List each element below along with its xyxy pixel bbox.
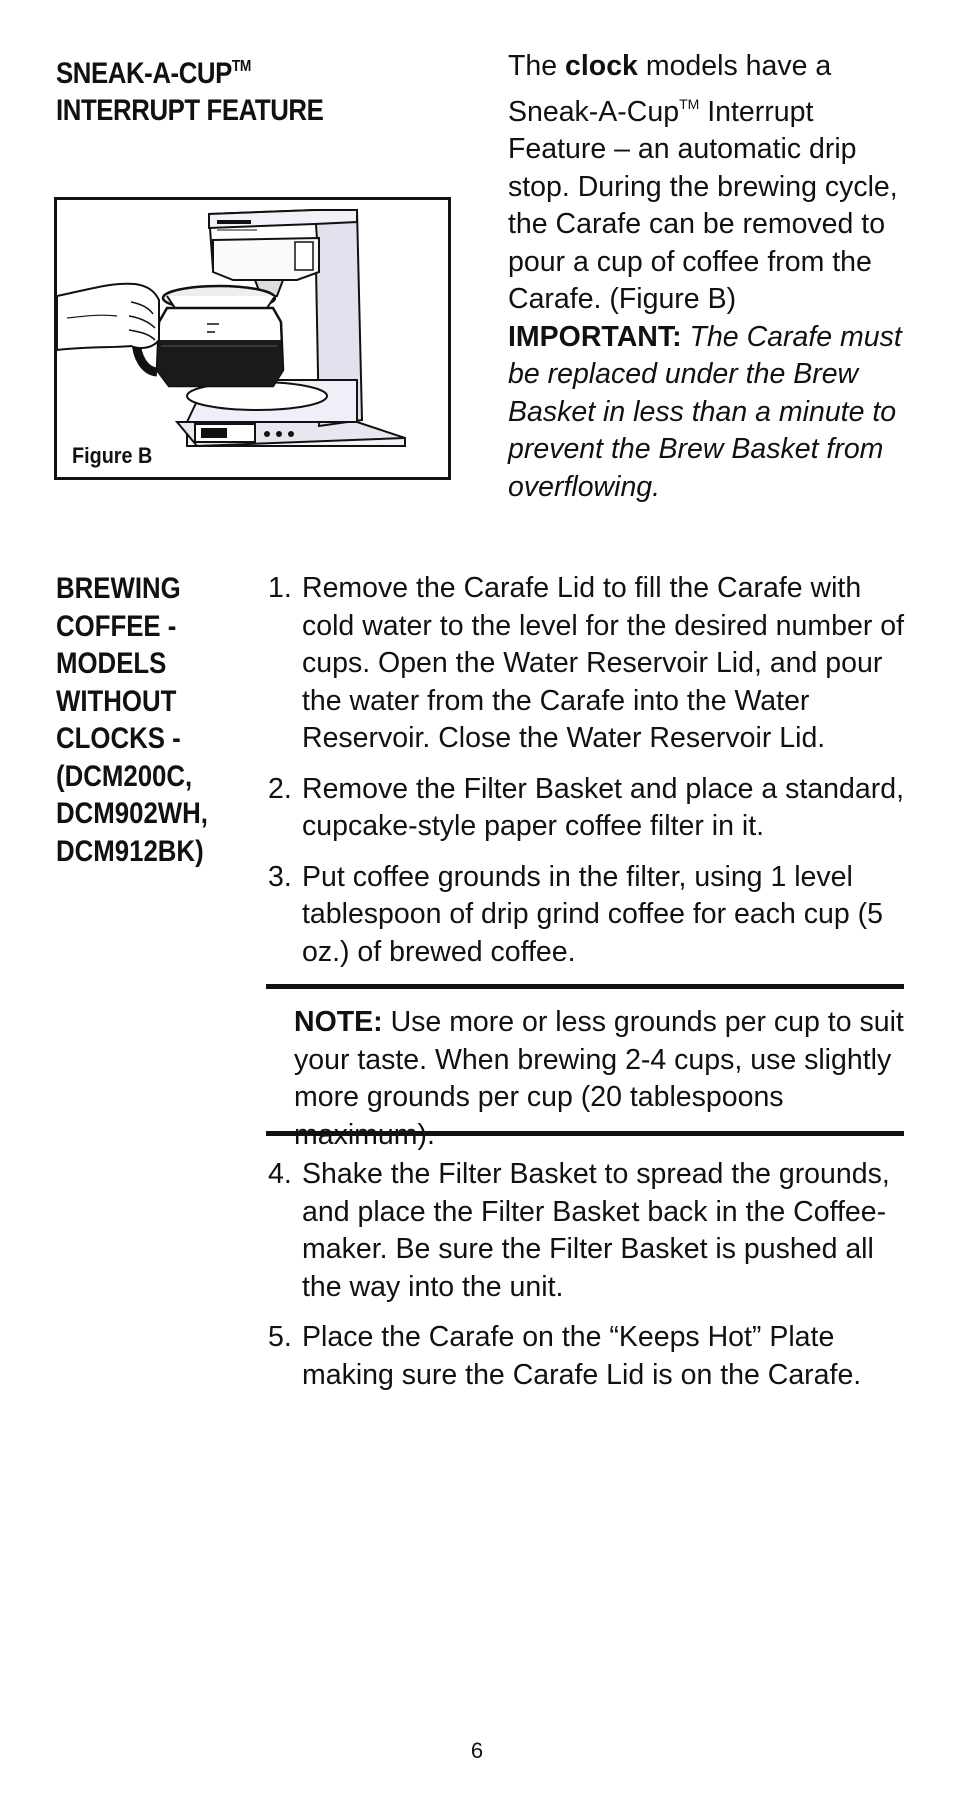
note-text: Use more or less grounds per cup to suit your taste. When brewing 2-4 cups, use slightly more grounds per cup (20 tablespoons <box>294 1006 904 1113</box>
step-text: Remove the Carafe Lid to fill the Carafe with cold water to the level for the desired number of cups. Open the Water Reservoir Lid, and pour the water from the Carafe into the Water Reservoir. Close the Water Reservoir Lid. <box>302 572 904 754</box>
intro-the: The <box>508 50 566 82</box>
step-item <box>268 1156 910 1306</box>
heading2-line: COFFEE - <box>56 609 177 643</box>
steps-list-second <box>268 1156 910 1407</box>
step-text: Remove the Filter Basket and place a standard, cupcake-style paper coffee filter in it. <box>302 772 904 842</box>
step-item <box>268 859 910 972</box>
step-text: Place the Carafe on the “Keeps Hot” Plate making sure the Carafe Lid is on the Carafe. <box>302 1321 862 1391</box>
important-label: IMPORTANT: <box>508 320 682 353</box>
coffeemaker-illustration <box>57 200 448 477</box>
heading2-line: MODELS <box>56 647 167 680</box>
step-item <box>268 1319 910 1394</box>
heading2-line: DCM902WH, <box>56 797 208 830</box>
step-text: Put coffee grounds in the filter, using 1 level tablespoon of drip grind coffee for each cup (5 oz.) of brewed coffee. <box>302 860 883 968</box>
heading-line2: INTERRUPT FEATURE <box>56 94 324 127</box>
steps-list-first <box>268 570 910 984</box>
heading2-line: CLOCKS - <box>56 722 181 755</box>
step-number: 1. <box>268 572 292 604</box>
intro-paragraph <box>508 48 918 319</box>
page-number: 6 <box>470 1738 484 1763</box>
figure-caption: Figure B <box>72 443 153 468</box>
important-paragraph <box>508 319 918 507</box>
brewing-coffee-heading <box>56 570 208 870</box>
intro-rest: Interrupt Feature – an automatic drip stop. During the brewing cycle, the Carafe can be removed to pour a cup of coffee from the Carafe. (Figure B) <box>508 95 898 315</box>
sneak-a-cup-description <box>508 48 918 506</box>
intro-trademark: TM <box>679 95 700 112</box>
heading-line1: SNEAK-A-CUP <box>56 57 232 90</box>
intro-models: models have a Sneak-A-Cup <box>508 50 832 128</box>
heading2-line: (DCM200C, <box>56 759 193 793</box>
step-number: 5. <box>268 1321 292 1353</box>
step-text: Shake the Filter Basket to spread the grounds, and place the Filter Basket back in the Coffee-maker. Be sure the Filter Basket is pushed all the way into the unit. <box>302 1158 890 1303</box>
intro-clock-bold: clock <box>565 50 638 82</box>
step-item <box>268 771 910 846</box>
step-item <box>268 570 910 758</box>
figure-b <box>54 197 451 480</box>
step-number: 2. <box>268 772 292 805</box>
heading2-line: DCM912BK) <box>56 834 204 868</box>
note-bottom-rule <box>266 1131 904 1136</box>
note-top-rule <box>266 984 904 989</box>
sneak-a-cup-heading <box>56 48 323 129</box>
important-text: The Carafe must be replaced under the Brew Basket in less than a minute to prevent the Brew Basket from overflowing. <box>508 320 902 503</box>
heading2-line: WITHOUT <box>56 684 177 718</box>
heading2-line: BREWING <box>56 572 181 605</box>
step-number: 3. <box>268 860 292 893</box>
trademark-mark: TM <box>231 58 251 75</box>
step-number: 4. <box>268 1158 292 1190</box>
note-label: NOTE: <box>294 1006 383 1038</box>
